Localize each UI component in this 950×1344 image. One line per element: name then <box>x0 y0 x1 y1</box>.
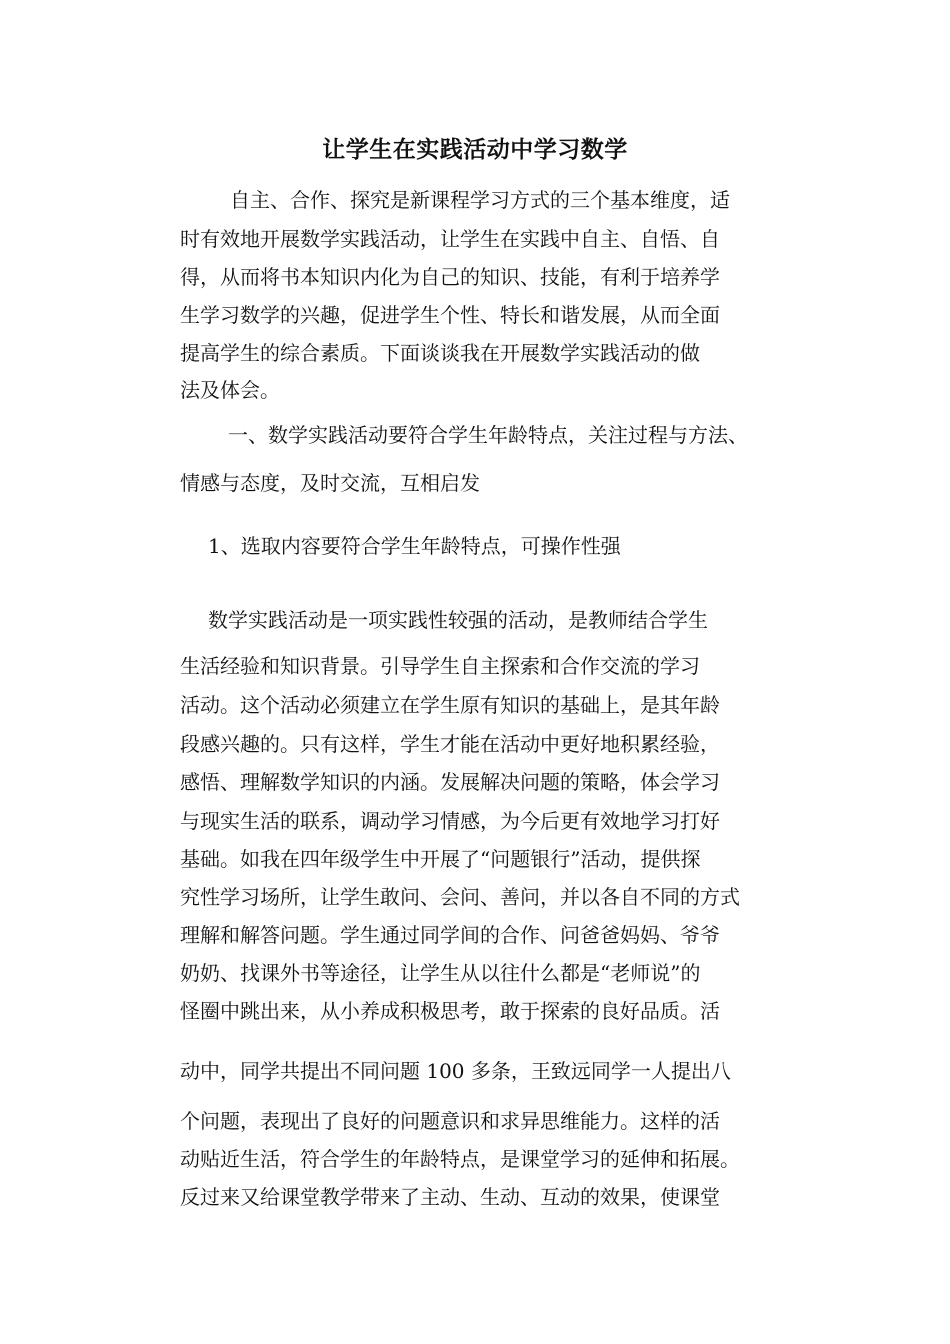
body-line-12: 动中，同学共提出不同问题 100 多条，王致远同学一人提出八 <box>180 1059 731 1083</box>
body-line-3: 活动。这个活动必须建立在学生原有知识的基础上，是其年龄 <box>180 693 720 717</box>
body-line-13: 个问题，表现出了良好的问题意识和求异思维能力。这样的活 <box>180 1109 720 1133</box>
body-line-15: 反过来又给课堂教学带来了主动、生动、互动的效果，使课堂 <box>180 1185 720 1209</box>
intro-line-2: 时有效地开展数学实践活动，让学生在实践中自主、自悟、自 <box>180 227 720 251</box>
document-title: 让学生在实践活动中学习数学 <box>322 136 628 163</box>
body-line-5: 感悟、理解数学知识的内涵。发展解决问题的策略，体会学习 <box>180 770 720 794</box>
body-line-7: 基础。如我在四年级学生中开展了“问题银行”活动，提供探 <box>180 847 701 871</box>
body-line-11: 怪圈中跳出来，从小养成积极思考，敢于探索的良好品质。活 <box>180 999 720 1023</box>
body-line-9: 理解和解答问题。学生通过同学间的合作、问爸爸妈妈、爷爷 <box>180 923 720 947</box>
body-line-1: 数学实践活动是一项实践性较强的活动，是教师结合学生 <box>208 608 708 632</box>
body-line-14: 动贴近生活，符合学生的年龄特点，是课堂学习的延伸和拓展。 <box>180 1147 740 1171</box>
subsection-heading: 1、选取内容要符合学生年龄特点，可操作性强 <box>208 534 621 558</box>
body-line-4: 段感兴趣的。只有这样，学生才能在活动中更好地积累经验， <box>180 732 720 756</box>
intro-line-5: 提高学生的综合素质。下面谈谈我在开展数学实践活动的做 <box>180 341 700 365</box>
intro-line-6: 法及体会。 <box>180 378 280 402</box>
body-line-10: 奶奶、找课外书等途径，让学生从以往什么都是“老师说”的 <box>180 961 701 985</box>
intro-line-4: 生学习数学的兴趣，促进学生个性、特长和谐发展，从而全面 <box>180 303 720 327</box>
intro-line-1: 自主、合作、探究是新课程学习方式的三个基本维度，适 <box>230 188 730 212</box>
intro-line-3: 得，从而将书本知识内化为自己的知识、技能，有利于培养学 <box>180 265 720 289</box>
body-line-2: 生活经验和知识背景。引导学生自主探索和合作交流的学习 <box>180 654 700 678</box>
section-heading-line-1: 一、数学实践活动要符合学生年龄特点，关注过程与方法、 <box>228 423 748 447</box>
section-heading-line-2: 情感与态度，及时交流，互相启发 <box>180 471 480 495</box>
body-line-6: 与现实生活的联系，调动学习情感，为今后更有效地学习打好 <box>180 809 720 833</box>
body-line-8: 究性学习场所，让学生敢问、会问、善问，并以各自不同的方式 <box>180 885 740 909</box>
